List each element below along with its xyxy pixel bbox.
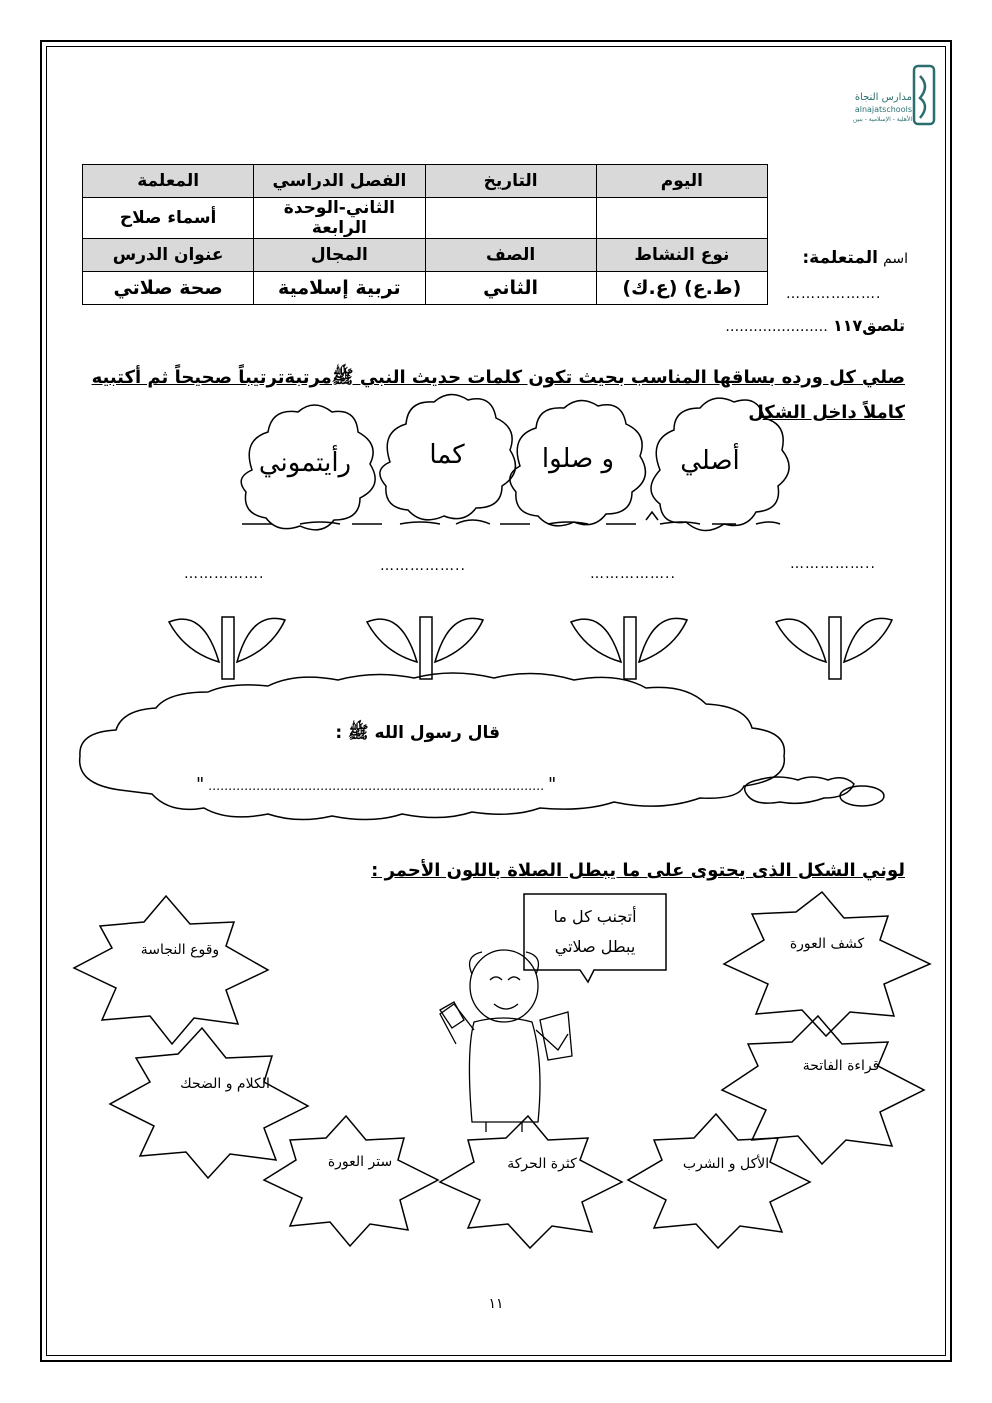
- stem-answer-field[interactable]: ……………..: [790, 556, 876, 572]
- star-label-najasa[interactable]: وقوع النجاسة: [140, 942, 220, 958]
- stem-shape: [367, 617, 483, 679]
- student-label-small: اسم: [883, 251, 908, 267]
- star-shape: [628, 1114, 810, 1248]
- star-shape: [264, 1116, 438, 1246]
- speech-line: يبطل صلاتي: [554, 937, 636, 956]
- page-number: ١١: [488, 1296, 504, 1312]
- star-label-kashf[interactable]: كشف العورة: [789, 936, 865, 952]
- star-label-satr[interactable]: ستر العورة: [327, 1154, 393, 1170]
- boy-praying-icon: [440, 950, 572, 1132]
- star-label-fatiha[interactable]: قراءة الفاتحة: [802, 1058, 880, 1074]
- paste-field[interactable]: ………………….: [725, 319, 828, 335]
- table-cell: الثاني: [425, 272, 596, 305]
- star-label-haraka[interactable]: كثرة الحركة: [507, 1156, 577, 1172]
- cloud-bubble-shape: [840, 786, 884, 806]
- instruction-1-line-2: كاملاً داخل الشكل: [748, 402, 905, 423]
- quote-mark: ": [196, 774, 205, 795]
- paste-label: تلصق١١٧: [832, 316, 905, 335]
- speech-line: أتجنب كل ما: [553, 907, 637, 926]
- logo-latin: alnajatschools: [854, 105, 912, 114]
- table-cell: الصف: [425, 239, 596, 272]
- stem-answer-field[interactable]: ……………..: [380, 558, 466, 574]
- table-cell: صحة صلاتي: [83, 272, 254, 305]
- student-name-field[interactable]: ……………….: [786, 286, 882, 302]
- table-cell: نوع النشاط: [596, 239, 767, 272]
- star-shape: [440, 1116, 622, 1248]
- flower-word: كما: [429, 440, 465, 470]
- table-cell: أسماء صلاح: [83, 198, 254, 239]
- flower-word: رأيتموني: [258, 448, 352, 478]
- hadith-dots: …………………………………………………………………………: [208, 779, 545, 793]
- cloud-small-shape: [745, 777, 854, 803]
- stem-answer-field[interactable]: ……………..: [590, 566, 676, 582]
- stem-answer-field[interactable]: …………….: [184, 566, 265, 582]
- star-label-kalam[interactable]: الكلام و الضحك: [180, 1076, 270, 1092]
- star-shape: [724, 892, 930, 1036]
- star-label-akl[interactable]: الأكل و الشرب: [682, 1156, 770, 1172]
- flower-word: و صلوا: [541, 444, 615, 474]
- stem-shape: [776, 617, 892, 679]
- instruction-1-line-1: صلي كل ورده بساقها المناسب بحيث تكون كلمات حديث النبي ﷺمرتبةترتيباً صحيحاً ثم أكتبيه: [91, 367, 905, 388]
- table-cell: الفصل الدراسي: [254, 165, 425, 198]
- table-cell: اليوم: [596, 165, 767, 198]
- table-cell: المجال: [254, 239, 425, 272]
- student-label: المتعلمة:: [802, 248, 878, 268]
- logo-sub: الأهلية - الإسلامية - بنين: [852, 116, 912, 123]
- hadith-answer-line[interactable]: [196, 774, 646, 795]
- logo-arabic: مدارس النجاة: [854, 92, 912, 103]
- table-cell: المعلمة: [83, 165, 254, 198]
- instruction-2: لوني الشكل الذى يحتوى على ما يبطل الصلاة باللون الأحمر :: [371, 860, 905, 881]
- table-cell: عنوان الدرس: [83, 239, 254, 272]
- table-cell: التاريخ: [425, 165, 596, 198]
- star-shape: [110, 1028, 308, 1178]
- table-cell: (ط.ع) (ع.ك): [596, 272, 767, 305]
- table-cell: تربية إسلامية: [254, 272, 425, 305]
- flower-word: أصلي: [680, 446, 740, 476]
- stem-shape: [571, 617, 687, 679]
- stem-shape: [169, 617, 285, 679]
- table-cell: الثاني-الوحدة الرابعة: [254, 198, 425, 239]
- star-shape: [722, 1016, 924, 1164]
- quote-mark: ": [547, 774, 557, 795]
- speech-bubble-text: [524, 902, 666, 962]
- star-shape: [74, 896, 268, 1044]
- cloud-title: قال رسول الله ﷺ :: [335, 723, 500, 743]
